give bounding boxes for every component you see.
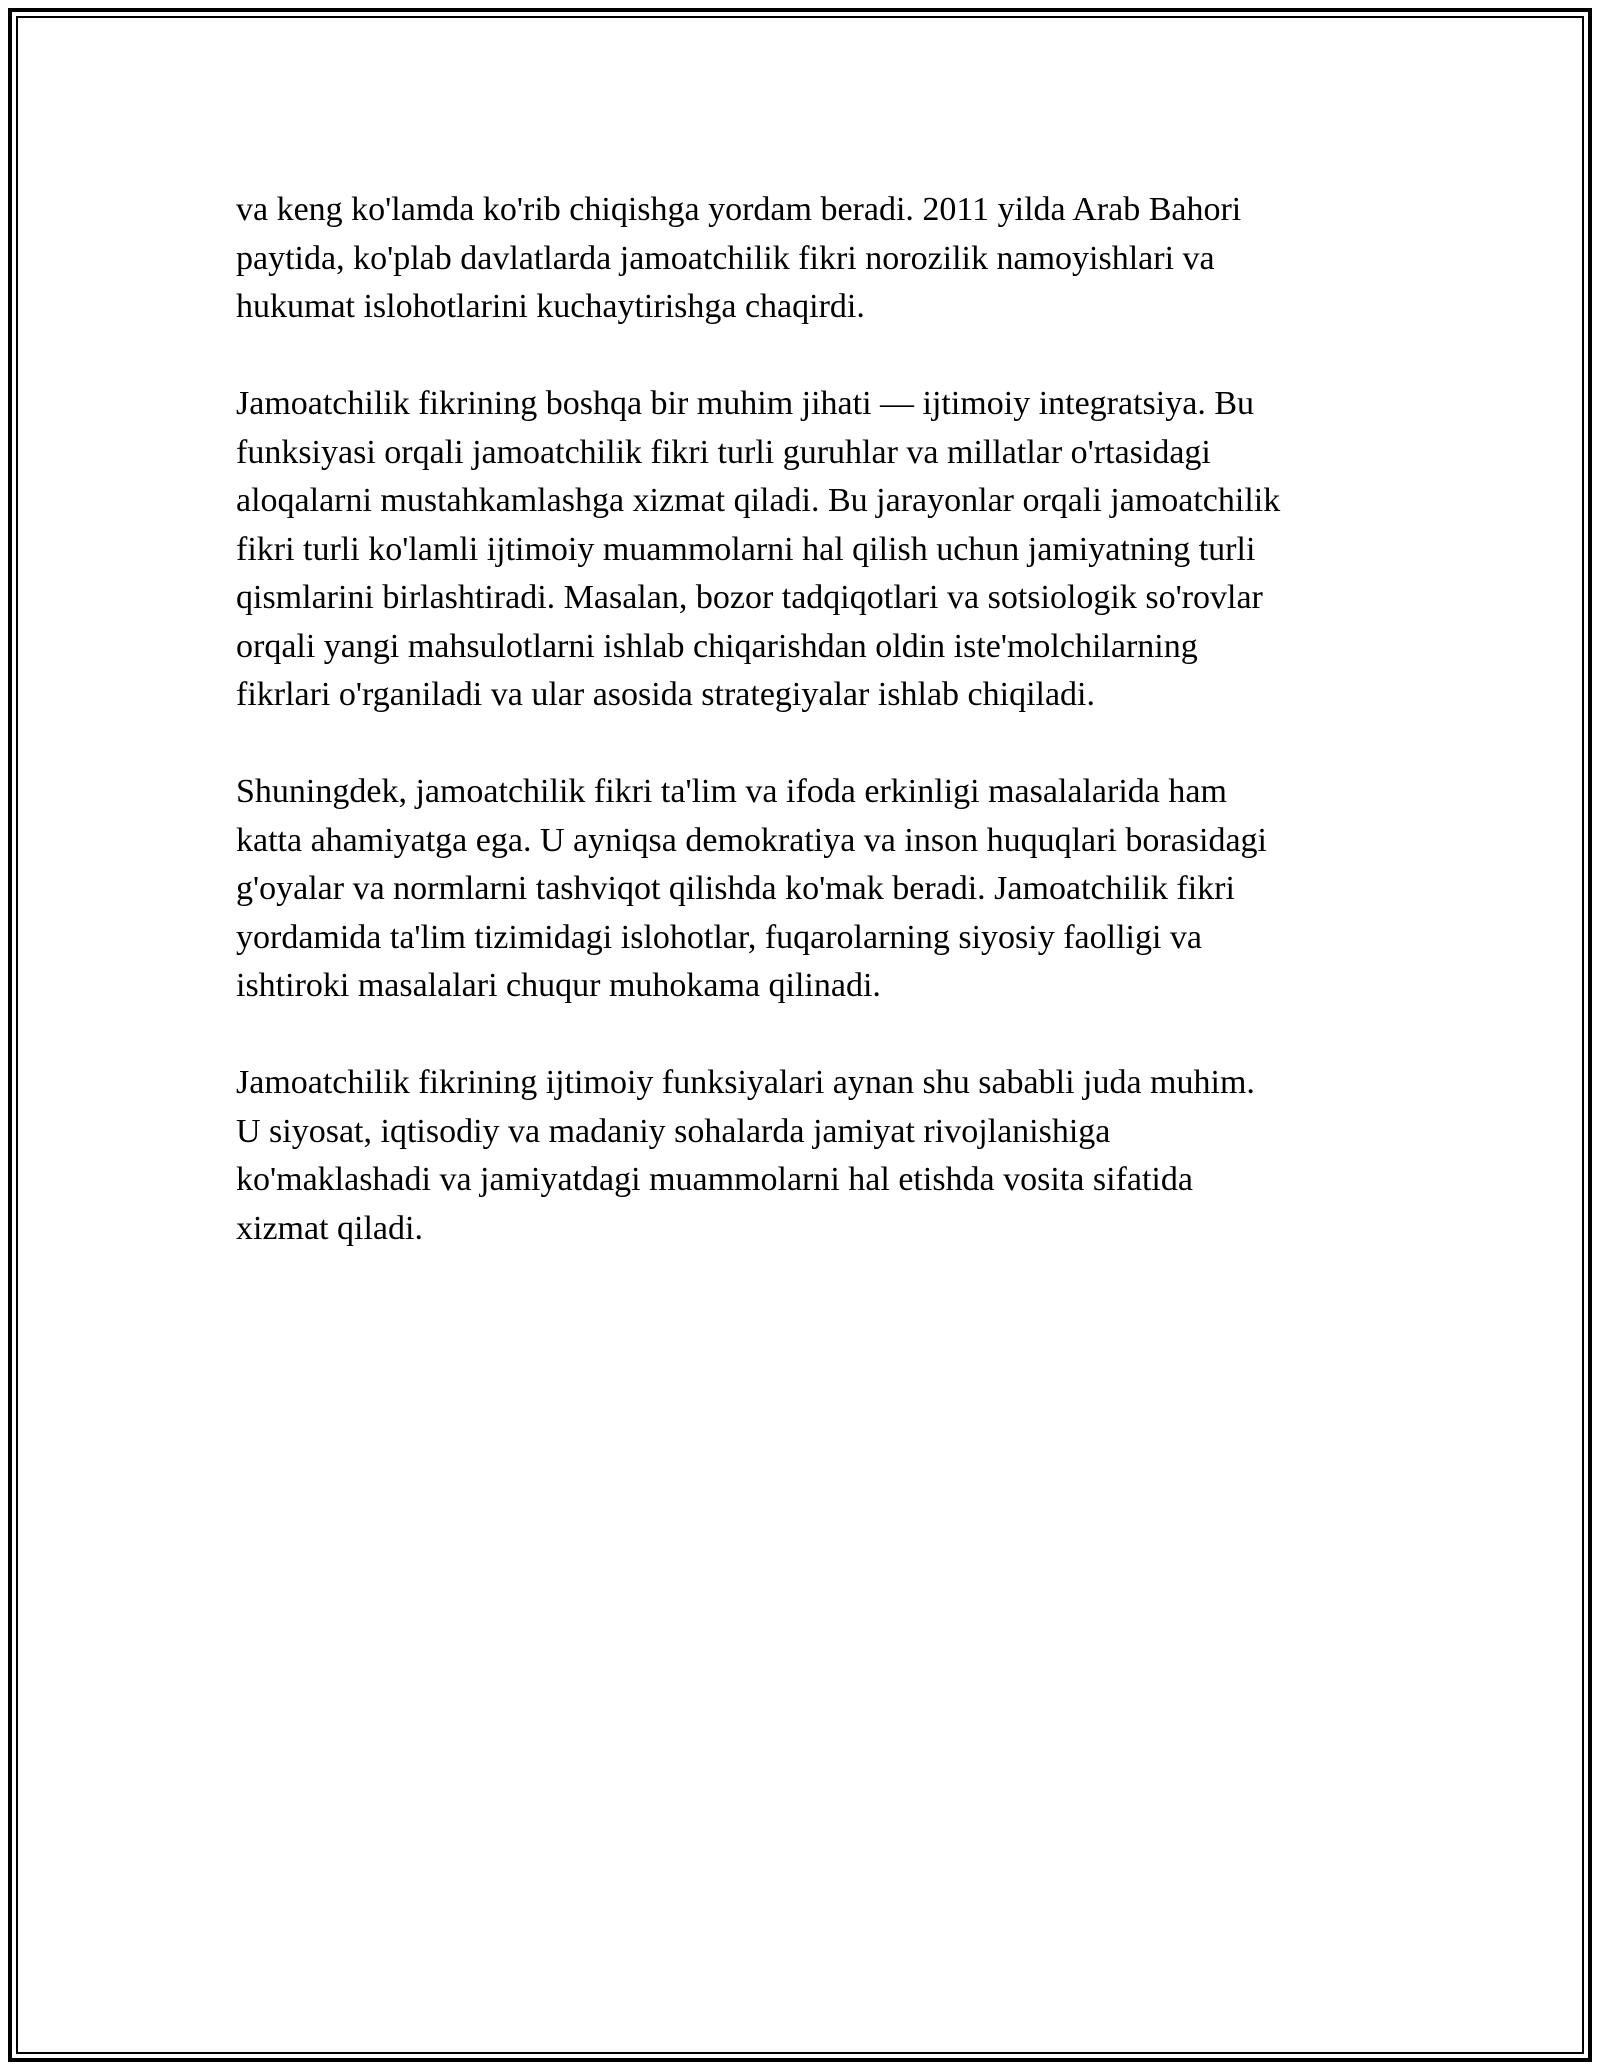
paragraph-1: va keng ko'lamda ko'rib chiqishga yordam beradi. 2011 yilda Arab Bahori paytida, ko'plab davlatlarda jamoatchilik fikri norozilik namoyishlari va hukumat islohotlarini kuchaytirishga chaqirdi. <box>236 191 1242 325</box>
paragraph-2: Jamoatchilik fikrining boshqa bir muhim jihati — ijtimoiy integratsiya. Bu funksiyasi orqali jamoatchilik fikri turli guruhlar va millatlar o'rtasidagi aloqalarni mustahkamlashga xizmat qiladi. Bu jarayonlar orqali jamoatchilik fikri turli ko'lamli ijtimoiy muammolarni hal qilish uchun jamiyatning turli qismlarini birlashtiradi. Masalan, bozor tadqiqotlari va sotsiologik so'rovlar orqali yangi mahsulotlarni ishlab chiqarishdan oldin iste'molchilarning fikrlari o'rganiladi va ular asosida strategiyalar ishlab chiqiladi. <box>236 385 1281 713</box>
document-body <box>236 186 1376 1302</box>
paragraph-4: Jamoatchilik fikrining ijtimoiy funksiyalari aynan shu sababli juda muhim. U siyosat, iqtisodiy va madaniy sohalarda jamiyat rivojlanishiga ko'maklashadi va jamiyatdagi muammolarni hal etishda vosita sifatida xizmat qiladi. <box>236 1064 1255 1247</box>
paragraph-3: Shuningdek, jamoatchilik fikri ta'lim va ifoda erkinligi masalalarida ham katta ahamiyatga ega. U ayniqsa demokratiya va inson huquqlari borasidagi g'oyalar va normlarni tashviqot qilishda ko'mak beradi. Jamoatchilik fikri yordamida ta'lim tizimidagi islohotlar, fuqarolarning siyosiy faolligi va ishtiroki masalalari chuqur muhokama qilinadi. <box>236 773 1268 1004</box>
